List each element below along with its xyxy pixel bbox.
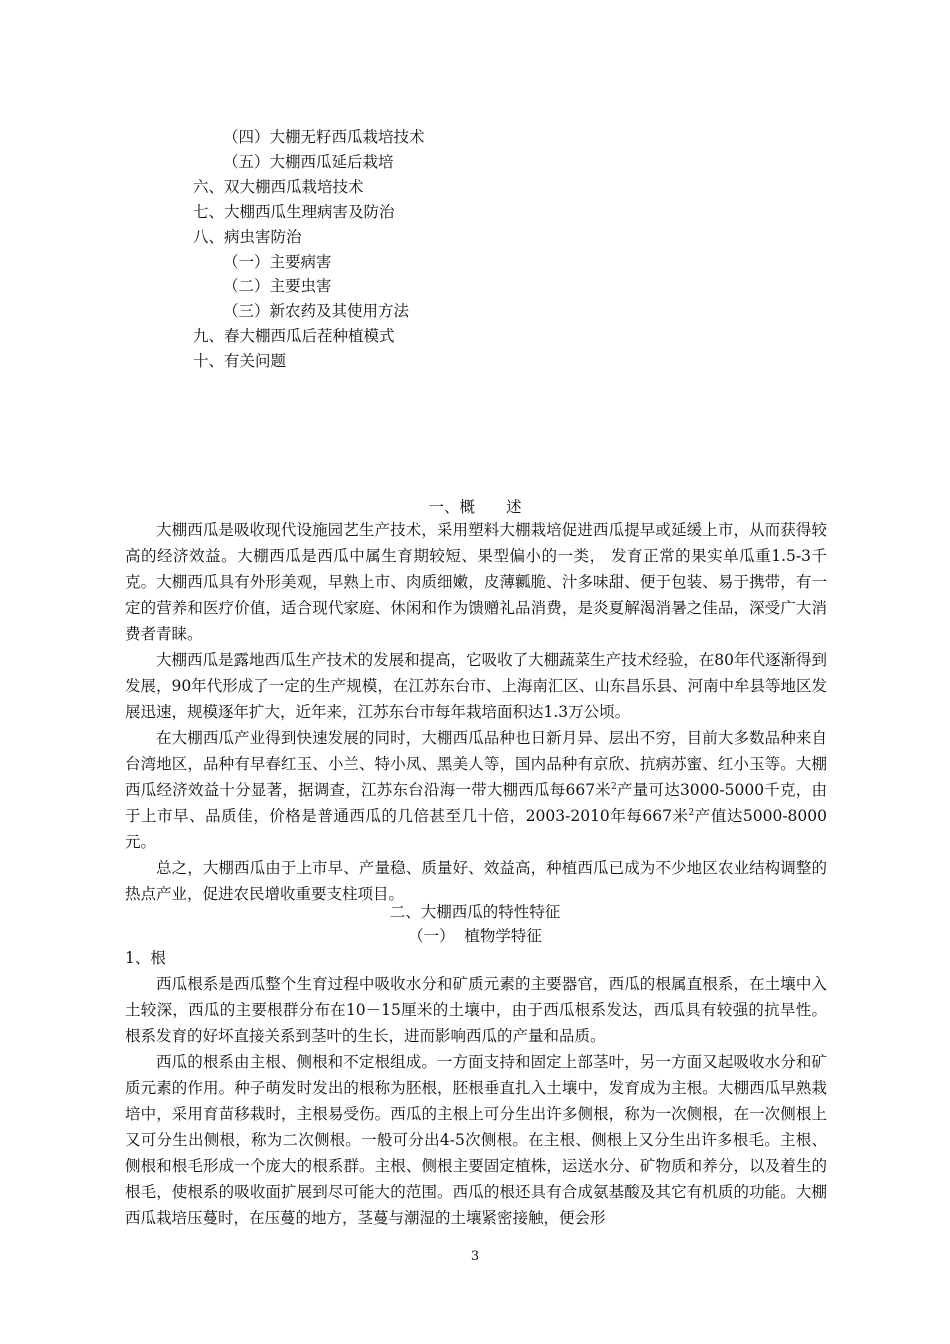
characteristics-body: [125, 945, 827, 1231]
toc-entry: 八、病虫害防治: [193, 228, 302, 246]
paragraph: 西瓜根系是西瓜整个生育过程中吸收水分和矿质元素的主要器官，西瓜的根属直根系，在土壤中入土较深，西瓜的主要根群分布在10－15厘米的土壤中，由于西瓜根系发达，西瓜具有较强的抗旱性。根系发育的好坏直接关系到茎叶的生长，进而影响西瓜的产量和品质。: [125, 975, 827, 1045]
toc-entry: 七、大棚西瓜生理病害及防治: [193, 203, 395, 221]
toc-entry: 九、春大棚西瓜后茬种植模式: [193, 327, 395, 345]
paragraph-text: 产值达5000-8000元。: [125, 807, 828, 851]
toc-entry: 六、双大棚西瓜栽培技术: [193, 178, 364, 196]
subsection-heading: （一） 植物学特征: [408, 927, 542, 945]
paragraph: 大棚西瓜是吸收现代设施园艺生产技术，采用塑料大棚栽培促进西瓜提早或延缓上市，从而获得较高的经济效益。大棚西瓜是西瓜中属生育期较短、果型偏小的一类， 发育正常的果实单瓜重1.5-3千克。大棚西瓜具有外形美观，早熟上市、肉质细嫩，皮薄瓤脆、汁多味甜、便于包装、易于携带，有一定的营养和医疗价值，适合现代家庭、休闲和作为馈赠礼品消费，是炎夏解渴消暑之佳品，深受广大消费者青睐。: [125, 521, 827, 643]
toc-entry: （四）大棚无籽西瓜栽培技术: [223, 128, 425, 146]
section-heading-characteristics: 二、大棚西瓜的特性特征: [389, 903, 561, 921]
paragraph: 西瓜的根系由主根、侧根和不定根组成。一方面支持和固定上部茎叶，另一方面又起吸收水分和矿质元素的作用。种子萌发时发出的根称为胚根，胚根垂直扎入土壤中，发育成为主根。大棚西瓜早熟栽培中，采用育苗移栽时，主根易受伤。西瓜的主根上可分生出许多侧根，称为一次侧根，在一次侧根上又可分生出侧根，称为二次侧根。一般可分出4-5次侧根。在主根、侧根上又分生出许多根毛。主根、侧根和根毛形成一个庞大的根系群。主根、侧根主要固定植株，运送水分、矿物质和养分，以及着生的根毛，使根系的吸收面扩展到尽可能大的范围。西瓜的根还具有合成氨基酸及其它有机质的功能。大棚西瓜栽培压蔓时，在压蔓的地方，茎蔓与潮湿的土壤紧密接触，便会形: [125, 1053, 827, 1227]
paragraph-text: 在大棚西瓜产业得到快速发展的同时，大棚西瓜品种也日新月异、层出不穷，目前大多数品种来自台湾地区，品种有早春红玉、小兰、特小凤、黑美人等，国内品种有京欣、抗病苏蜜、红小玉等。大棚西瓜经济效益十分显著，据调查，江苏东台沿海一带大棚西瓜每667米: [125, 729, 827, 799]
toc-entry: （二）主要虫害: [223, 277, 332, 295]
paragraph-text: 产量可达3000-5000千克，由于上市早、品质佳，价格是普通西瓜的几倍甚至几十倍，2003-2010年每667米: [125, 781, 827, 825]
toc-entry: （一）主要病害: [223, 253, 332, 271]
superscript: 2: [688, 807, 695, 818]
superscript: 2: [611, 781, 617, 792]
toc-entry: （三）新农药及其使用方法: [223, 302, 410, 320]
section-heading-overview: 一、概 述: [428, 498, 522, 516]
paragraph: 大棚西瓜是露地西瓜生产技术的发展和提高，它吸收了大棚蔬菜生产技术经验，在80年代逐渐得到发展，90年代形成了一定的生产规模，在江苏东台市、上海南汇区、山东昌乐县、河南中牟县等地区发展迅速，规模逐年扩大，近年来，江苏东台市每年栽培面积达1.3万公顷。: [125, 651, 827, 721]
paragraph: 总之，大棚西瓜由于上市早、产量稳、质量好、效益高，种植西瓜已成为不少地区农业结构调整的热点产业，促进农民增收重要支柱项目。: [125, 859, 827, 903]
paragraph: [125, 725, 827, 855]
page-number: 3: [470, 1249, 480, 1264]
overview-body: [125, 517, 827, 907]
toc-entry: （五）大棚西瓜延后栽培: [223, 153, 394, 171]
item-heading: 1、根: [125, 949, 166, 967]
toc-entry: 十、有关问题: [193, 352, 287, 370]
